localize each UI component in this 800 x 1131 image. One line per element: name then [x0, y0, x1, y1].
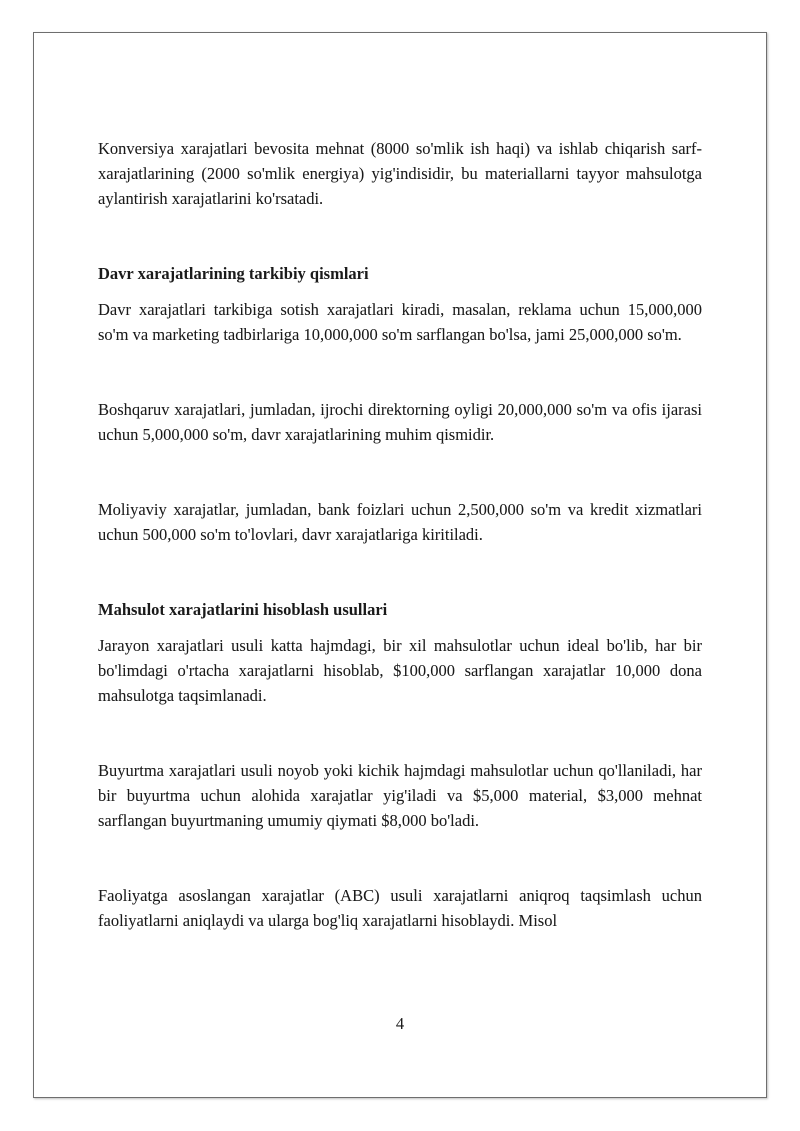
heading-product-costing-methods: Mahsulot xarajatlarini hisoblash usullari	[98, 600, 388, 619]
page-content	[98, 136, 702, 933]
heading-period-costs: Davr xarajatlarining tarkibiy qismlari	[98, 264, 369, 283]
paragraph-job-order-costing: Buyurtma xarajatlari usuli noyob yoki kichik hajmdagi mahsulotlar uchun qo'llaniladi, har bir buyurtma uchun alohida xarajatlar yig'iladi va $5,000 material, $3,000 mehnat sarflangan buyurtmaning umumiy qiymati $8,000 bo'ladi.	[98, 761, 702, 830]
paragraph-process-costing: Jarayon xarajatlari usuli katta hajmdagi, bir xil mahsulotlar uchun ideal bo'lib, har bir bo'limdagi o'rtacha xarajatlarni hisoblab, $100,000 sarflangan xarajatlar 10,000 dona mahsulotga taqsimlanadi.	[98, 636, 702, 705]
paragraph-financial-costs: Moliyaviy xarajatlar, jumladan, bank foizlari uchun 2,500,000 so'm va kredit xizmatlari uchun 500,000 so'm to'lovlari, davr xarajatlariga kiritiladi.	[98, 500, 702, 544]
paragraph-activity-based-costing: Faoliyatga asoslangan xarajatlar (ABC) usuli xarajatlarni aniqroq taqsimlash uchun faoliyatlarni aniqlaydi va ularga bog'liq xarajatlarni hisoblaydi. Misol	[98, 886, 702, 930]
paragraph-conversion-costs: Konversiya xarajatlari bevosita mehnat (8000 so'mlik ish haqi) va ishlab chiqarish sarf-xarajatlarining (2000 so'mlik energiya) yig'indisidir, bu materiallarni tayyor mahsulotga aylantirish xarajatlarini ko'rsatadi.	[98, 139, 702, 208]
paragraph-selling-costs: Davr xarajatlari tarkibiga sotish xarajatlari kiradi, masalan, reklama uchun 15,000,000 so'm va marketing tadbirlariga 10,000,000 so'm sarflangan bo'lsa, jami 25,000,000 so'm.	[98, 300, 702, 344]
page-number: 4	[395, 1014, 405, 1033]
paragraph-administrative-costs: Boshqaruv xarajatlari, jumladan, ijrochi direktorning oyligi 20,000,000 so'm va ofis ijarasi uchun 5,000,000 so'm, davr xarajatlarining muhim qismidir.	[98, 400, 702, 444]
